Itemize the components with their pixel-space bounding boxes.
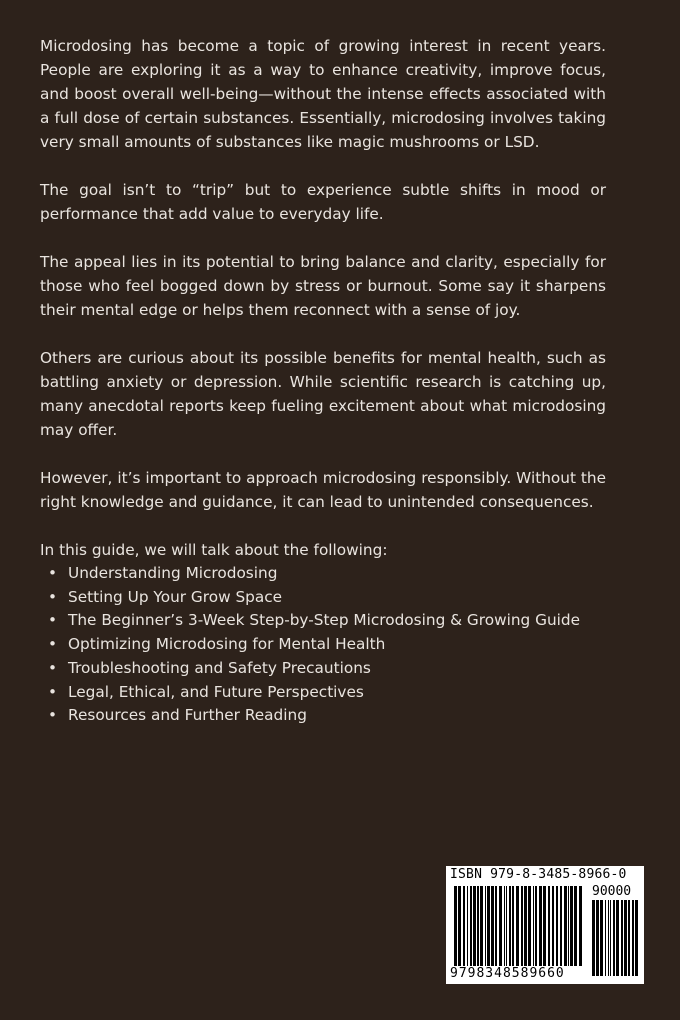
list-item xyxy=(40,633,606,657)
addon-bar xyxy=(592,900,595,976)
addon-bar xyxy=(600,900,603,976)
addon-bar xyxy=(621,900,623,976)
topic-label: The Beginner’s 3-Week Step-by-Step Microdosing & Growing Guide xyxy=(68,611,581,630)
isbn-label: ISBN 979-8-3485-8966-0 xyxy=(450,867,627,882)
bullet-icon: • xyxy=(48,706,58,725)
barcode-bar xyxy=(570,886,573,966)
barcode-bar xyxy=(454,886,457,966)
list-item xyxy=(40,681,606,705)
barcode-bar xyxy=(524,886,527,966)
barcode-bar xyxy=(458,886,461,966)
list-item xyxy=(40,657,606,681)
addon-bar xyxy=(610,900,611,976)
barcode-bar xyxy=(477,886,479,966)
addon-bar xyxy=(605,900,606,976)
list-item xyxy=(40,586,606,610)
barcode-bar xyxy=(533,886,534,966)
addon-bar xyxy=(635,900,638,976)
paragraph-goal: The goal isn’t to “trip” but to experience subtle shifts in mood or performance that add value to everyday life. xyxy=(40,181,606,223)
list-item xyxy=(40,609,606,633)
addon-bar xyxy=(624,900,627,976)
list-item xyxy=(40,562,606,586)
barcode-bar xyxy=(574,886,577,966)
paragraph-mental-health: Others are curious about its possible benefits for mental health, such as battling anxiety or depression. While scientific research is catching up, many anecdotal reports keep fueling excitement about what microdosing may offer. xyxy=(40,349,606,439)
bullet-icon: • xyxy=(48,682,58,701)
bullet-icon: • xyxy=(48,587,58,606)
barcode-bar xyxy=(473,886,476,966)
back-cover-text xyxy=(40,34,606,728)
topic-label: Setting Up Your Grow Space xyxy=(68,587,283,606)
barcode-bar xyxy=(543,886,546,966)
barcode-bar xyxy=(535,886,537,966)
barcode-bar xyxy=(506,886,507,966)
addon-bar xyxy=(628,900,630,976)
barcode-bar xyxy=(509,886,511,966)
barcode-bar xyxy=(579,886,582,966)
barcode-bar xyxy=(521,886,523,966)
barcode-bar xyxy=(528,886,531,966)
bullet-icon: • xyxy=(48,658,58,677)
barcode-bar xyxy=(480,886,483,966)
barcode-bar xyxy=(470,886,472,966)
barcode-bar xyxy=(467,886,468,966)
bullet-icon: • xyxy=(48,611,58,630)
barcode-bar xyxy=(495,886,497,966)
addon-bar xyxy=(608,900,609,976)
barcode-bar xyxy=(512,886,514,966)
addon-bar xyxy=(596,900,599,976)
barcode-bar xyxy=(463,886,465,966)
barcode-bar xyxy=(556,886,558,966)
barcode-addon-number: 90000 xyxy=(592,884,632,899)
topic-label: Legal, Ethical, and Future Perspectives xyxy=(68,682,364,701)
topic-label: Troubleshooting and Safety Precautions xyxy=(68,658,371,677)
bullet-icon: • xyxy=(48,564,58,582)
topic-list xyxy=(40,562,606,728)
barcode-bar xyxy=(560,886,562,966)
barcode-bar xyxy=(564,886,567,966)
addon-bar xyxy=(613,900,615,976)
barcode-bar xyxy=(568,886,569,966)
barcode-ean-number: 9798348589660 xyxy=(450,966,565,981)
paragraph-appeal: The appeal lies in its potential to bring balance and clarity, especially for those who feel bogged down by stress or burnout. Some say it sharpens their mental edge or helps them reconnect with a sense of joy. xyxy=(40,253,606,319)
addon-bar xyxy=(632,900,634,976)
list-item xyxy=(40,704,606,728)
barcode-bar xyxy=(548,886,550,966)
addon-bar xyxy=(616,900,619,976)
barcode-bar xyxy=(499,886,502,966)
bullet-icon: • xyxy=(48,635,58,654)
barcode-bar xyxy=(487,886,490,966)
topic-label: Understanding Microdosing xyxy=(68,564,278,582)
paragraph-intro: Microdosing has become a topic of growing interest in recent years. People are exploring it as a way to enhance creativity, improve focus, and boost overall well-being—without the intense effects associated with a full dose of certain substances. Essentially, microdosing involves taking very small amounts of substances like magic mushrooms or LSD. xyxy=(40,37,606,151)
barcode-bar xyxy=(491,886,494,966)
paragraph-caution: However, it’s important to approach microdosing responsibly. Without the right knowledge and guidance, it can lead to unintended consequences. xyxy=(40,469,606,511)
barcode-bar xyxy=(539,886,542,966)
isbn-barcode xyxy=(446,866,644,984)
barcode-bar xyxy=(516,886,519,966)
topic-label: Resources and Further Reading xyxy=(68,706,307,725)
barcode-bar xyxy=(485,886,486,966)
barcode-bar xyxy=(504,886,505,966)
guide-intro: In this guide, we will talk about the following: xyxy=(40,541,388,559)
barcode-bar xyxy=(552,886,554,966)
topic-label: Optimizing Microdosing for Mental Health xyxy=(68,635,386,654)
